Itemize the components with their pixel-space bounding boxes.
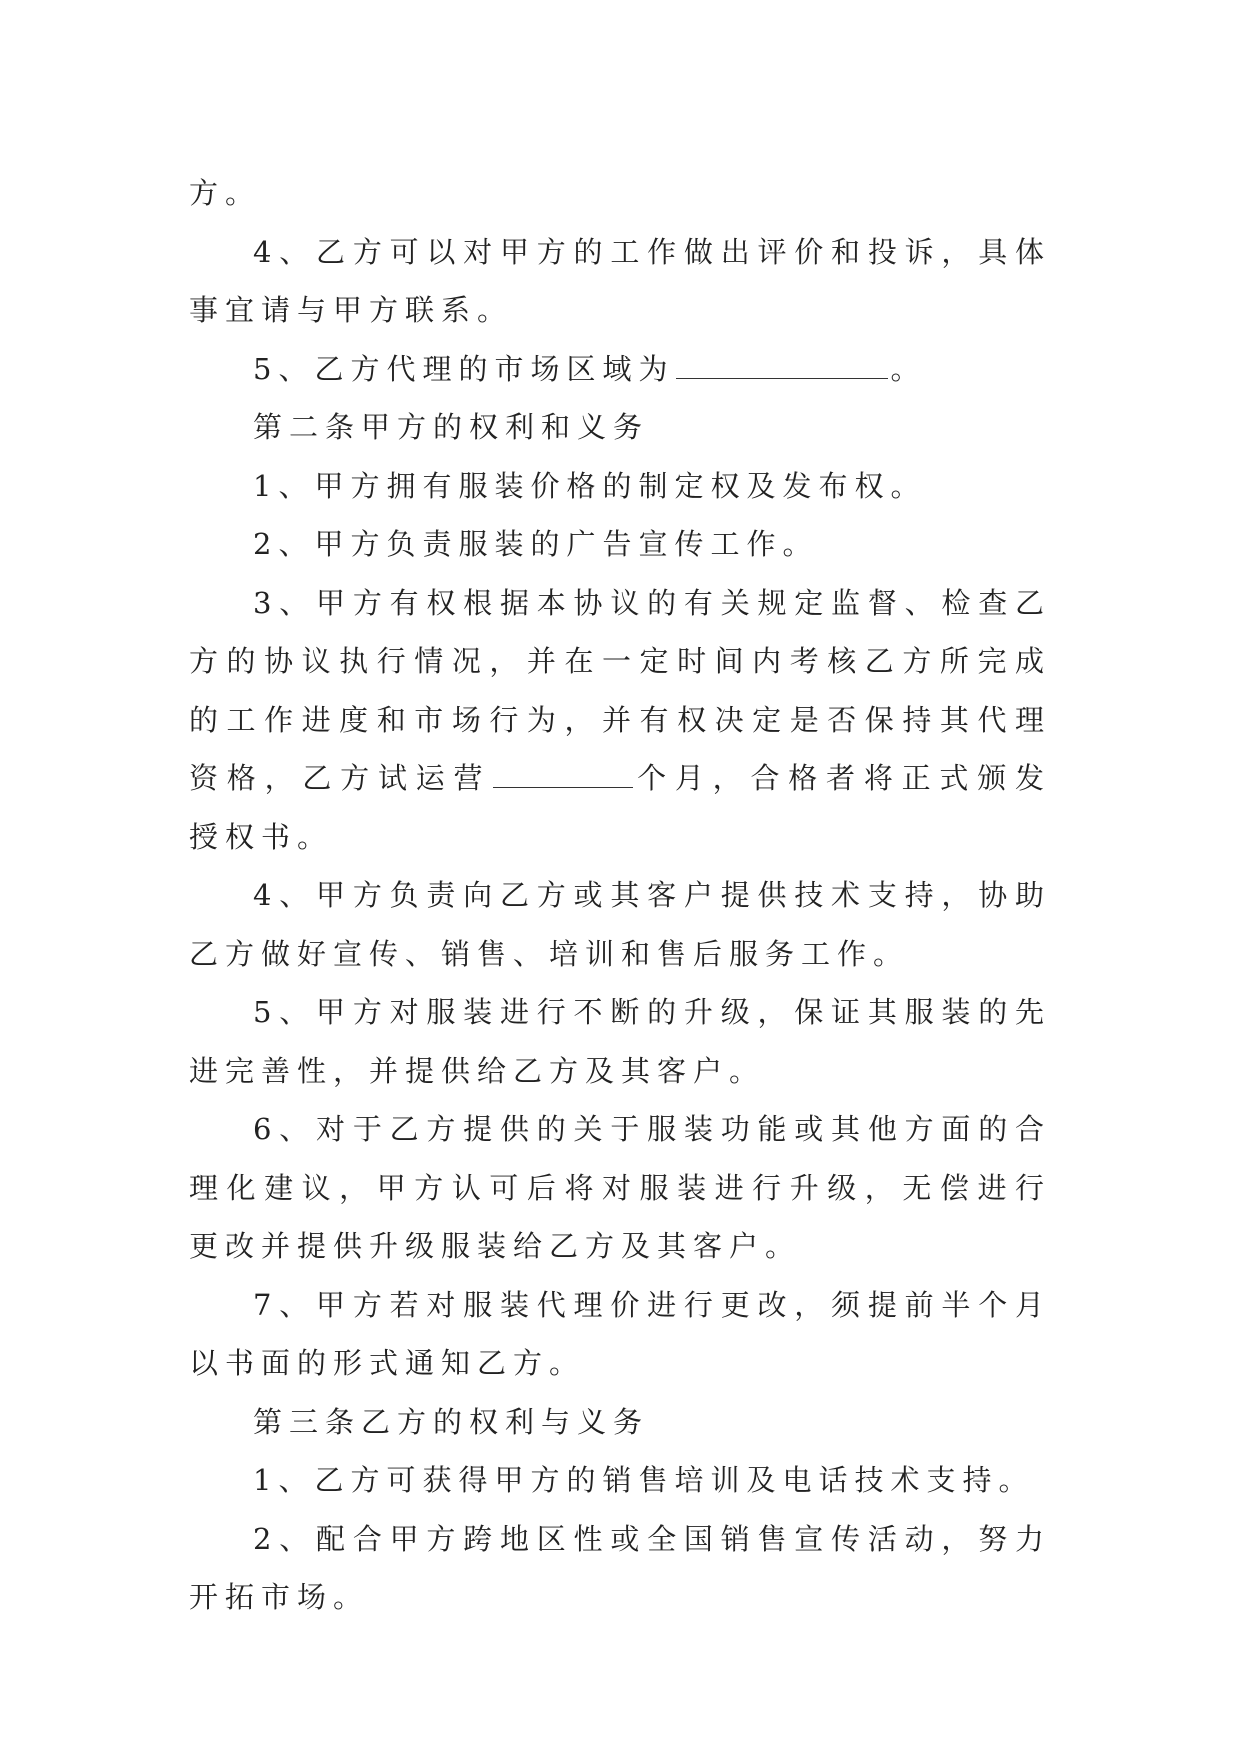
paragraph-clause-3-2 bbox=[189, 1510, 1051, 1627]
paragraph-clause-2-1 bbox=[189, 457, 1051, 516]
paragraph-text: 。 bbox=[890, 351, 927, 386]
paragraph-clause-2-2 bbox=[189, 515, 1051, 574]
paragraph-text: 5、乙方代理的市场区域为 bbox=[253, 351, 675, 386]
heading-text: 第二条甲方的权利和义务 bbox=[253, 410, 650, 444]
fill-in-blank-market-region bbox=[676, 354, 888, 379]
paragraph-text: 1、乙方可获得甲方的销售培训及电话技术支持。 bbox=[253, 1463, 1035, 1497]
paragraph-clause-3-1 bbox=[189, 1451, 1051, 1510]
paragraph-clause-2-6 bbox=[189, 1100, 1051, 1276]
heading-text: 第三条乙方的权利与义务 bbox=[253, 1404, 650, 1439]
paragraph-text: 4、乙方可以对甲方的工作做出评价和投诉，具体事宜请与甲方联系。 bbox=[189, 234, 1051, 327]
paragraph-clause-2-5 bbox=[189, 983, 1051, 1100]
paragraph-clause-1-4 bbox=[189, 223, 1051, 340]
paragraph-text: 2、配合甲方跨地区性或全国销售宣传活动，努力开拓市场。 bbox=[189, 1521, 1051, 1614]
section-heading-article-3 bbox=[189, 1393, 1051, 1452]
paragraph-clause-1-5 bbox=[189, 340, 1051, 399]
paragraph-text: 4、甲方负责向乙方或其客户提供技术支持，协助乙方做好宣传、销售、培训和售后服务工作。 bbox=[189, 878, 1051, 971]
section-heading-article-2 bbox=[189, 398, 1051, 457]
fill-in-blank-trial-months bbox=[493, 763, 633, 788]
paragraph-clause-2-4 bbox=[189, 866, 1051, 983]
paragraph-clause-2-7 bbox=[189, 1276, 1051, 1393]
paragraph-text: 个月，合格者将正式颁发授权书。 bbox=[189, 761, 1051, 854]
paragraph-text: 2、甲方负责服装的广告宣传工作。 bbox=[253, 527, 819, 561]
paragraph-clause-2-3 bbox=[189, 574, 1051, 867]
paragraph-continuation bbox=[189, 164, 1051, 223]
paragraph-text: 方。 bbox=[189, 176, 262, 210]
paragraph-text: 3、甲方有权根据本协议的有关规定监督、检查乙方的协议执行情况，并在一定时间内考核乙方所完成的工作进度和市场行为，并有权决定是否保持其代理资格，乙方试运营 bbox=[189, 585, 1051, 795]
paragraph-text: 7、甲方若对服装代理价进行更改，须提前半个月以书面的形式通知乙方。 bbox=[189, 1287, 1051, 1380]
paragraph-text: 5、甲方对服装进行不断的升级，保证其服装的先进完善性，并提供给乙方及其客户。 bbox=[189, 995, 1051, 1088]
paragraph-text: 6、对于乙方提供的关于服装功能或其他方面的合理化建议，甲方认可后将对服装进行升级，无偿进行更改并提供升级服装给乙方及其客户。 bbox=[189, 1112, 1051, 1263]
paragraph-text: 1、甲方拥有服装价格的制定权及发布权。 bbox=[253, 468, 927, 503]
document-page bbox=[189, 164, 1051, 1627]
